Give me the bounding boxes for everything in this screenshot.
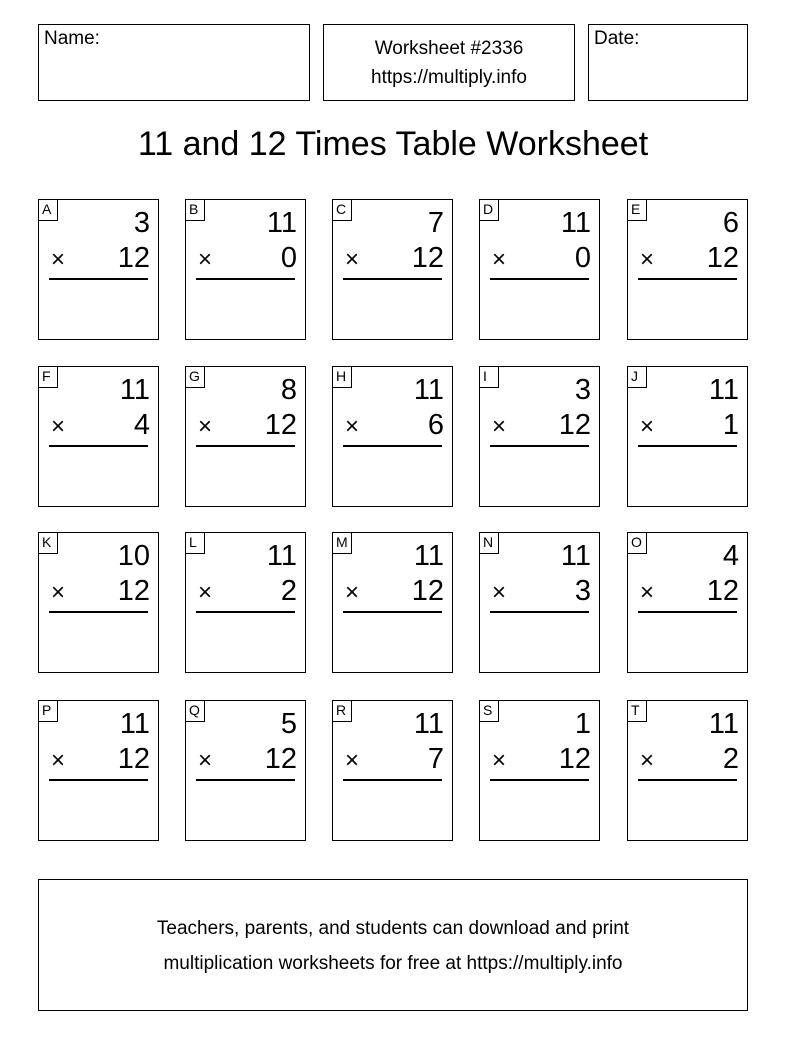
multiplier: 12 (706, 575, 739, 607)
problem-card[interactable] (38, 532, 159, 673)
site-url: https://multiply.info (371, 67, 527, 88)
multiplier: 12 (558, 409, 591, 441)
answer-line (49, 611, 148, 613)
multiply-sign: × (492, 579, 507, 606)
multiplier: 7 (427, 743, 444, 775)
problem-label: I (479, 366, 499, 388)
problem-label: R (332, 700, 352, 722)
problem-label: K (38, 532, 58, 554)
multiplicand: 11 (266, 207, 297, 239)
multiplicand: 11 (708, 708, 739, 740)
answer-line (638, 779, 737, 781)
answer-line (343, 445, 442, 447)
answer-line (196, 445, 295, 447)
problem-label: B (185, 199, 205, 221)
multiplier: 12 (117, 242, 150, 274)
worksheet-info-box (323, 24, 575, 101)
multiplicand: 11 (560, 207, 591, 239)
multiply-sign: × (345, 579, 360, 606)
multiply-sign: × (492, 413, 507, 440)
multiplicand: 10 (117, 540, 150, 572)
problem-label: J (627, 366, 647, 388)
multiplicand: 3 (574, 374, 591, 406)
multiply-sign: × (640, 246, 655, 273)
problem-card[interactable] (38, 199, 159, 340)
multiplicand: 11 (413, 374, 444, 406)
multiplier: 12 (117, 743, 150, 775)
problem-label: M (332, 532, 352, 554)
problem-label: H (332, 366, 352, 388)
answer-line (49, 779, 148, 781)
multiply-sign: × (51, 579, 66, 606)
multiplier: 12 (558, 743, 591, 775)
problem-label: E (627, 199, 647, 221)
multiplicand: 11 (413, 540, 444, 572)
multiply-sign: × (640, 413, 655, 440)
multiplier: 12 (411, 242, 444, 274)
problem-card[interactable] (627, 199, 748, 340)
multiplier: 0 (280, 242, 297, 274)
problem-label: O (627, 532, 647, 554)
multiplicand: 7 (427, 207, 444, 239)
multiply-sign: × (345, 246, 360, 273)
problem-card[interactable] (332, 700, 453, 841)
answer-line (490, 779, 589, 781)
answer-line (196, 611, 295, 613)
problem-label: L (185, 532, 205, 554)
problem-card[interactable] (185, 199, 306, 340)
problem-card[interactable] (38, 700, 159, 841)
multiply-sign: × (492, 747, 507, 774)
answer-line (196, 278, 295, 280)
answer-line (196, 779, 295, 781)
problem-label: C (332, 199, 352, 221)
footer-line-2: multiplication worksheets for free at https://multiply.info (163, 953, 623, 974)
multiplier: 4 (133, 409, 150, 441)
multiplicand: 11 (266, 540, 297, 572)
multiplier: 12 (264, 409, 297, 441)
multiplier: 3 (574, 575, 591, 607)
problem-label: T (627, 700, 647, 722)
multiplier: 1 (722, 409, 739, 441)
multiplicand: 11 (708, 374, 739, 406)
problem-card[interactable] (332, 199, 453, 340)
multiplier: 12 (411, 575, 444, 607)
problem-label: Q (185, 700, 205, 722)
multiply-sign: × (198, 579, 213, 606)
problem-card[interactable] (627, 366, 748, 507)
multiplier: 2 (722, 743, 739, 775)
answer-line (343, 611, 442, 613)
multiply-sign: × (51, 246, 66, 273)
answer-line (49, 445, 148, 447)
answer-line (638, 278, 737, 280)
answer-line (343, 278, 442, 280)
worksheet-number: Worksheet #2336 (374, 38, 524, 59)
date-field[interactable] (588, 24, 748, 101)
problem-card[interactable] (479, 532, 600, 673)
multiplicand: 3 (133, 207, 150, 239)
problem-label: F (38, 366, 58, 388)
problem-card[interactable] (332, 532, 453, 673)
multiplier: 6 (427, 409, 444, 441)
footer-box (38, 879, 748, 1011)
answer-line (49, 278, 148, 280)
multiply-sign: × (51, 413, 66, 440)
answer-line (490, 278, 589, 280)
problem-label: G (185, 366, 205, 388)
name-field[interactable] (38, 24, 310, 101)
multiplier: 12 (117, 575, 150, 607)
multiply-sign: × (51, 747, 66, 774)
multiplicand: 1 (574, 708, 591, 740)
problem-card[interactable] (185, 532, 306, 673)
date-label: Date: (594, 28, 640, 49)
multiplicand: 6 (722, 207, 739, 239)
multiply-sign: × (640, 747, 655, 774)
problem-card[interactable] (185, 700, 306, 841)
problem-card[interactable] (38, 366, 159, 507)
multiply-sign: × (492, 246, 507, 273)
problem-card[interactable] (627, 700, 748, 841)
problem-card[interactable] (479, 700, 600, 841)
multiplier: 2 (280, 575, 297, 607)
answer-line (490, 611, 589, 613)
multiplicand: 8 (280, 374, 297, 406)
multiply-sign: × (345, 747, 360, 774)
page-title: 11 and 12 Times Table Worksheet (137, 125, 649, 163)
footer-line-1: Teachers, parents, and students can download and print (156, 918, 630, 939)
multiplicand: 4 (722, 540, 739, 572)
problem-label: N (479, 532, 499, 554)
multiplicand: 11 (560, 540, 591, 572)
answer-line (638, 611, 737, 613)
problem-label: P (38, 700, 58, 722)
multiply-sign: × (640, 579, 655, 606)
name-label: Name: (44, 28, 100, 49)
multiplicand: 11 (413, 708, 444, 740)
problem-card[interactable] (185, 366, 306, 507)
answer-line (638, 445, 737, 447)
answer-line (490, 445, 589, 447)
multiplier: 12 (264, 743, 297, 775)
problem-label: A (38, 199, 58, 221)
multiply-sign: × (198, 246, 213, 273)
multiplier: 12 (706, 242, 739, 274)
multiply-sign: × (345, 413, 360, 440)
multiply-sign: × (198, 413, 213, 440)
multiplicand: 11 (119, 708, 150, 740)
problem-card[interactable] (479, 366, 600, 507)
problem-label: D (479, 199, 499, 221)
problem-card[interactable] (627, 532, 748, 673)
problem-label: S (479, 700, 499, 722)
multiplier: 0 (574, 242, 591, 274)
problem-card[interactable] (332, 366, 453, 507)
multiplicand: 11 (119, 374, 150, 406)
multiplicand: 5 (280, 708, 297, 740)
multiply-sign: × (198, 747, 213, 774)
problem-card[interactable] (479, 199, 600, 340)
answer-line (343, 779, 442, 781)
